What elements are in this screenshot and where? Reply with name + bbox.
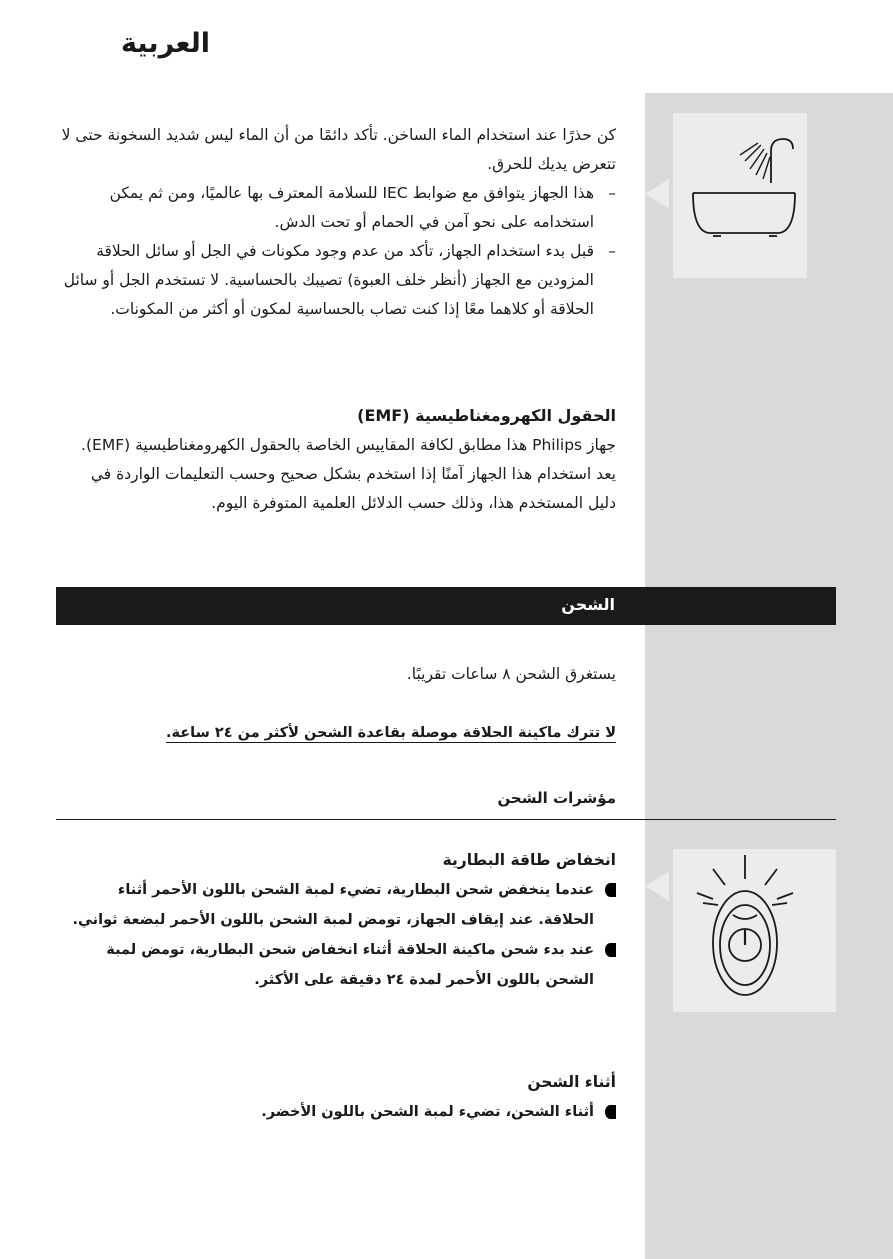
bathtub-icon-panel [673, 113, 807, 278]
pointer-arrow [645, 871, 669, 901]
list-item [72, 935, 616, 995]
charging-light-icon [673, 849, 836, 1012]
charging-duration [60, 660, 616, 689]
low-battery-block [72, 845, 616, 995]
pointer-arrow [645, 179, 669, 209]
during-charging-item: أثناء الشحن، تضيء لمبة الشحن باللون الأخضر. [261, 1104, 594, 1120]
charging-section-title: الشحن [561, 595, 615, 614]
indicators-heading [60, 784, 616, 813]
during-charging-title: أثناء الشحن [527, 1073, 616, 1091]
list-item [72, 1097, 616, 1127]
emf-block [64, 401, 616, 518]
bullet-icon [594, 875, 616, 935]
section-divider [56, 819, 836, 820]
charging-warning [60, 719, 616, 748]
bathtub-shower-icon [673, 113, 807, 278]
low-battery-item-1: عندما ينخفض شحن البطارية، تضيء لمبة الشحن باللون الأحمر أثناء الحلاقة. عند إيقاف الجهاز، تومض لمبة الشحن باللون الأحمر لبضعة ثواني. [72, 882, 594, 928]
charging-section-bar [56, 587, 836, 625]
list-item [72, 875, 616, 935]
dash-marker: – [608, 242, 616, 260]
hot-water-warning: كن حذرًا عند استخدام الماء الساخن. تأكد دائمًا من أن الماء ليس شديد السخونة حتى لا تتعرض يديك للحرق. [61, 126, 616, 173]
charging-duration-text: يستغرق الشحن ٨ ساعات تقريبًا. [406, 665, 616, 683]
list-item [60, 179, 616, 237]
warnings-block [60, 121, 616, 324]
emf-body: جهاز Philips هذا مطابق لكافة المقاييس الخاصة بالحقول الكهرومغناطيسية (EMF). يعد استخدام هذا الجهاز آمنًا إذا استخدم بشكل صحيح وحسب التعليمات الواردة في دليل المستخدم هذا، وذلك حسب الدلائل العلمية المتوفرة اليوم. [81, 436, 616, 512]
iec-compliance-text: هذا الجهاز يتوافق مع ضوابط IEC للسلامة المعترف بها عالميًا، ومن ثم يمكن استخدامه على نحو آمن في الحمام أو تحت الدش. [109, 184, 594, 231]
allergy-warning-text: قبل بدء استخدام الجهاز، تأكد من عدم وجود مكونات في الجل أو سائل الحلاقة المزودين مع الجهاز (أنظر خلف العبوة) تصيبك بالحساسية. لا تستخدم الجل أو سائل الحلاقة أو كلاهما معًا إذا كنت تصاب بالحساسية لمكون أو أكثر من المكونات. [63, 242, 594, 318]
bullet-icon [594, 1097, 616, 1127]
emf-heading: الحقول الكهرومغناطيسية (EMF) [357, 406, 616, 425]
during-charging-block [72, 1067, 616, 1127]
low-battery-item-2: عند بدء شحن ماكينة الحلاقة أثناء انخفاض شحن البطارية، تومض لمبة الشحن باللون الأحمر لمدة ٢٤ دقيقة على الأكثر. [106, 942, 594, 988]
charge-light-icon-panel [673, 849, 836, 1012]
low-battery-title: انخفاض طاقة البطارية [442, 851, 616, 869]
charging-warning-text: لا تترك ماكينة الحلاقة موصلة بقاعدة الشحن لأكثر من ٢٤ ساعة. [165, 725, 616, 741]
dash-marker: – [608, 184, 616, 202]
list-item [60, 237, 616, 324]
language-title: العربية [121, 28, 210, 59]
bullet-icon [594, 935, 616, 995]
indicators-title: مؤشرات الشحن [497, 789, 616, 807]
